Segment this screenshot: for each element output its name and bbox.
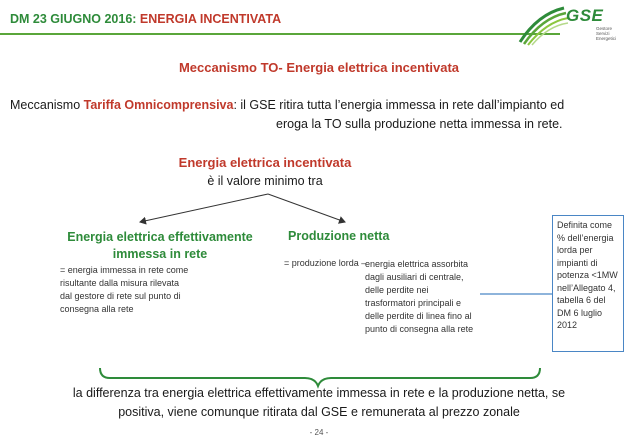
callout-line: lorda per bbox=[557, 245, 593, 255]
callout-line: 2012 bbox=[557, 320, 578, 330]
left-branch-description bbox=[60, 264, 188, 316]
left-desc-line: dal gestore di rete sul punto di bbox=[60, 291, 181, 301]
slide-header-title bbox=[10, 12, 281, 26]
arrow-right bbox=[268, 194, 345, 222]
bottom-note bbox=[0, 384, 638, 422]
left-desc-line: = energia immessa in rete come bbox=[60, 265, 189, 275]
slide-subtitle: Meccanismo TO- Energia elettrica incentivata bbox=[178, 60, 460, 75]
net-production-equation: = produzione lorda – bbox=[284, 258, 367, 268]
logo-sub-line: Energetici bbox=[596, 36, 617, 41]
callout-line: impianti di bbox=[557, 257, 598, 268]
callout-line: DM 6 luglio bbox=[557, 307, 603, 318]
callout-line: Definita come bbox=[557, 220, 613, 230]
left-heading-line1: Energia elettrica effettivamente bbox=[67, 230, 253, 244]
left-desc-line: consegna alla rete bbox=[60, 304, 134, 314]
right-desc-line: delle perdite nei bbox=[365, 285, 429, 295]
arrow-left bbox=[140, 194, 268, 222]
callout-line: potenza <1MW bbox=[557, 270, 618, 280]
mechanism-highlight: Tariffa Omnicomprensiva bbox=[83, 98, 234, 112]
logo-sub-line: Servizi bbox=[596, 31, 610, 36]
logo-sub-line: Gestore bbox=[596, 26, 613, 31]
bottom-note-line2: positiva, viene comunque ritirata dal GSE e remunerata al prezzo zonale bbox=[118, 405, 520, 419]
right-branch-heading: Produzione netta bbox=[288, 229, 390, 243]
callout-line: % dell’energia bbox=[557, 232, 614, 243]
logo-brand: GSE bbox=[566, 6, 604, 25]
right-desc-line: delle perdite di linea fino al bbox=[365, 311, 472, 321]
incentivized-energy-subtitle: è il valore minimo tra bbox=[207, 174, 323, 188]
mechanism-line2: eroga la TO sulla produzione netta immessa in rete. bbox=[276, 117, 563, 131]
logo-subtext bbox=[596, 26, 616, 41]
right-desc-line: energia elettrica assorbita bbox=[365, 259, 469, 269]
bottom-note-line1: la differenza tra energia elettrica effettivamente immessa in rete e la produzione netta, se bbox=[72, 386, 566, 400]
right-desc-line: trasformatori principali e bbox=[365, 298, 462, 308]
page-number: - 24 - bbox=[309, 428, 329, 437]
left-desc-line: risultante dalla misura rilevata bbox=[60, 278, 180, 288]
left-heading-line2: immessa in rete bbox=[112, 247, 208, 261]
header-title-part2: ENERGIA INCENTIVATA bbox=[139, 12, 282, 26]
callout-line: nell’Allegato 4, bbox=[557, 282, 616, 293]
callout-line: tabella 6 del bbox=[557, 295, 606, 305]
gse-logo bbox=[518, 4, 628, 46]
right-desc-line: punto di consegna alla rete bbox=[365, 324, 474, 334]
mechanism-rest: : il GSE ritira tutta l’energia immessa in rete dall’impianto ed bbox=[233, 98, 565, 112]
incentivized-energy-title: Energia elettrica incentivata bbox=[178, 155, 352, 170]
mechanism-lead: Meccanismo bbox=[10, 98, 84, 112]
mechanism-paragraph bbox=[10, 96, 630, 134]
callout-box bbox=[552, 215, 624, 352]
header-divider bbox=[0, 33, 560, 35]
left-branch-heading bbox=[45, 229, 275, 263]
right-desc-line: dagli ausiliari di centrale, bbox=[365, 272, 464, 282]
header-title-part1: DM 23 GIUGNO 2016: bbox=[10, 12, 140, 26]
right-branch-description bbox=[365, 258, 473, 336]
